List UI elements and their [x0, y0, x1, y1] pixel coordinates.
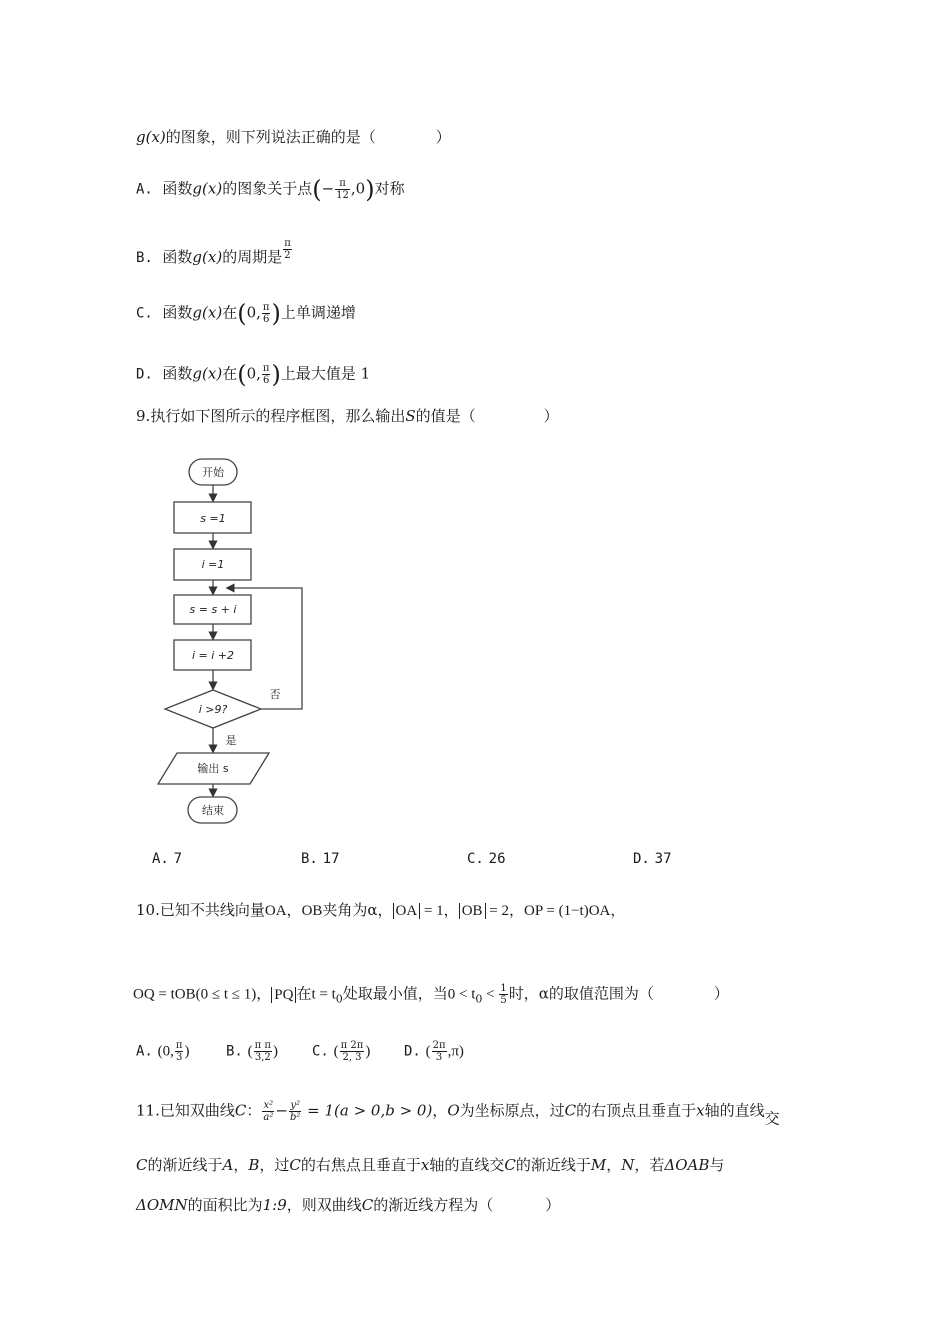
i-update-label: i = i +2: [191, 649, 235, 662]
q11-line2: C的渐近线于A，B，过C的右焦点且垂直于x轴的直线交C的渐近线于M，N，若ΔOAB与: [136, 1156, 725, 1174]
q10-option-b: B. ( $\frac{\text{π π}}{3,2}$ ): [226, 1040, 278, 1063]
q8-stem: g(x)的图象，则下列说法正确的是（ ）: [136, 128, 451, 146]
q10-line2: OQ = tOB(0 ≤ t ≤ 1)， PQ 在$t = t_0$处取最小值，当$0 < t_0$ < $\frac{1}{5}$ 时，α的取值范围为（ ）: [133, 983, 729, 1006]
q9-stem: 9.执行如下图所示的程序框图，那么输出S的值是（ ）: [136, 407, 559, 425]
fraction: $\frac{\pi}{6}$: [262, 363, 270, 386]
q8-option-b: B. 函数g(x)的周期是 $\frac{\pi}{2}$: [136, 238, 291, 266]
q8-option-a: A. 函数g(x)的图象关于点(− $\frac{\pi}{12}$ ,0)对称: [136, 175, 405, 204]
q11-line3: ΔOMN的面积比为1:9，则双曲线C的渐近线方程为（ ）: [136, 1196, 561, 1214]
q9-option-d: D. 37: [633, 851, 672, 867]
fraction: $\frac{1}{5}$: [500, 983, 507, 1006]
q8-option-d: D. 函数g(x)在(0, $\frac{\pi}{6}$ )上最大值是 1: [136, 360, 371, 389]
q11-line1: 11.已知双曲线C： $\frac{\text{x²}}{\text{a²}}$ − $\frac{\text{y²}}{\text{b²}}$ = 1(a > 0,b > 0)，O为坐标原点，过C的右顶点且垂直于x轴的直线交: [136, 1100, 780, 1128]
q9-option-c: C. 26: [467, 851, 506, 867]
yes-label: 是: [225, 734, 237, 747]
q8-option-c: C. 函数g(x)在(0, $\frac{\pi}{6}$ )上单调递增: [136, 299, 356, 328]
end-label: 结束: [202, 804, 224, 817]
q9-option-b: B. 17: [301, 851, 340, 867]
no-label: 否: [269, 688, 281, 701]
fraction: $\frac{\pi}{2}$: [284, 238, 291, 261]
q9-option-a: A. 7: [152, 851, 183, 867]
s-update-label: s = s + i: [189, 603, 237, 616]
output-label: 输出 s: [197, 762, 229, 775]
q10-line1: 10.已知不共线向量OA，OB夹角为α， OA = 1， OB = 2，OP = (1−t)OA，: [136, 901, 626, 919]
program-flowchart: [150, 452, 350, 832]
q10-option-d: D. ( $\frac{2\pi}{3}$ ,π): [404, 1040, 464, 1063]
q10-option-a: A. (0, $\frac{\pi}{3}$ ): [136, 1040, 190, 1063]
i-init-label: i =1: [201, 558, 225, 571]
s-init-label: s =1: [200, 512, 226, 525]
fn-g: g(x): [136, 128, 166, 146]
fraction: $\frac{\pi}{6}$: [262, 302, 270, 325]
fraction: $\frac{\pi}{12}$: [336, 178, 349, 201]
start-label: 开始: [202, 466, 224, 479]
q10-option-c: C. ( $\frac{\pi 2\pi}{2, 3}$ ): [312, 1040, 371, 1063]
condition-label: i >9?: [198, 703, 228, 716]
